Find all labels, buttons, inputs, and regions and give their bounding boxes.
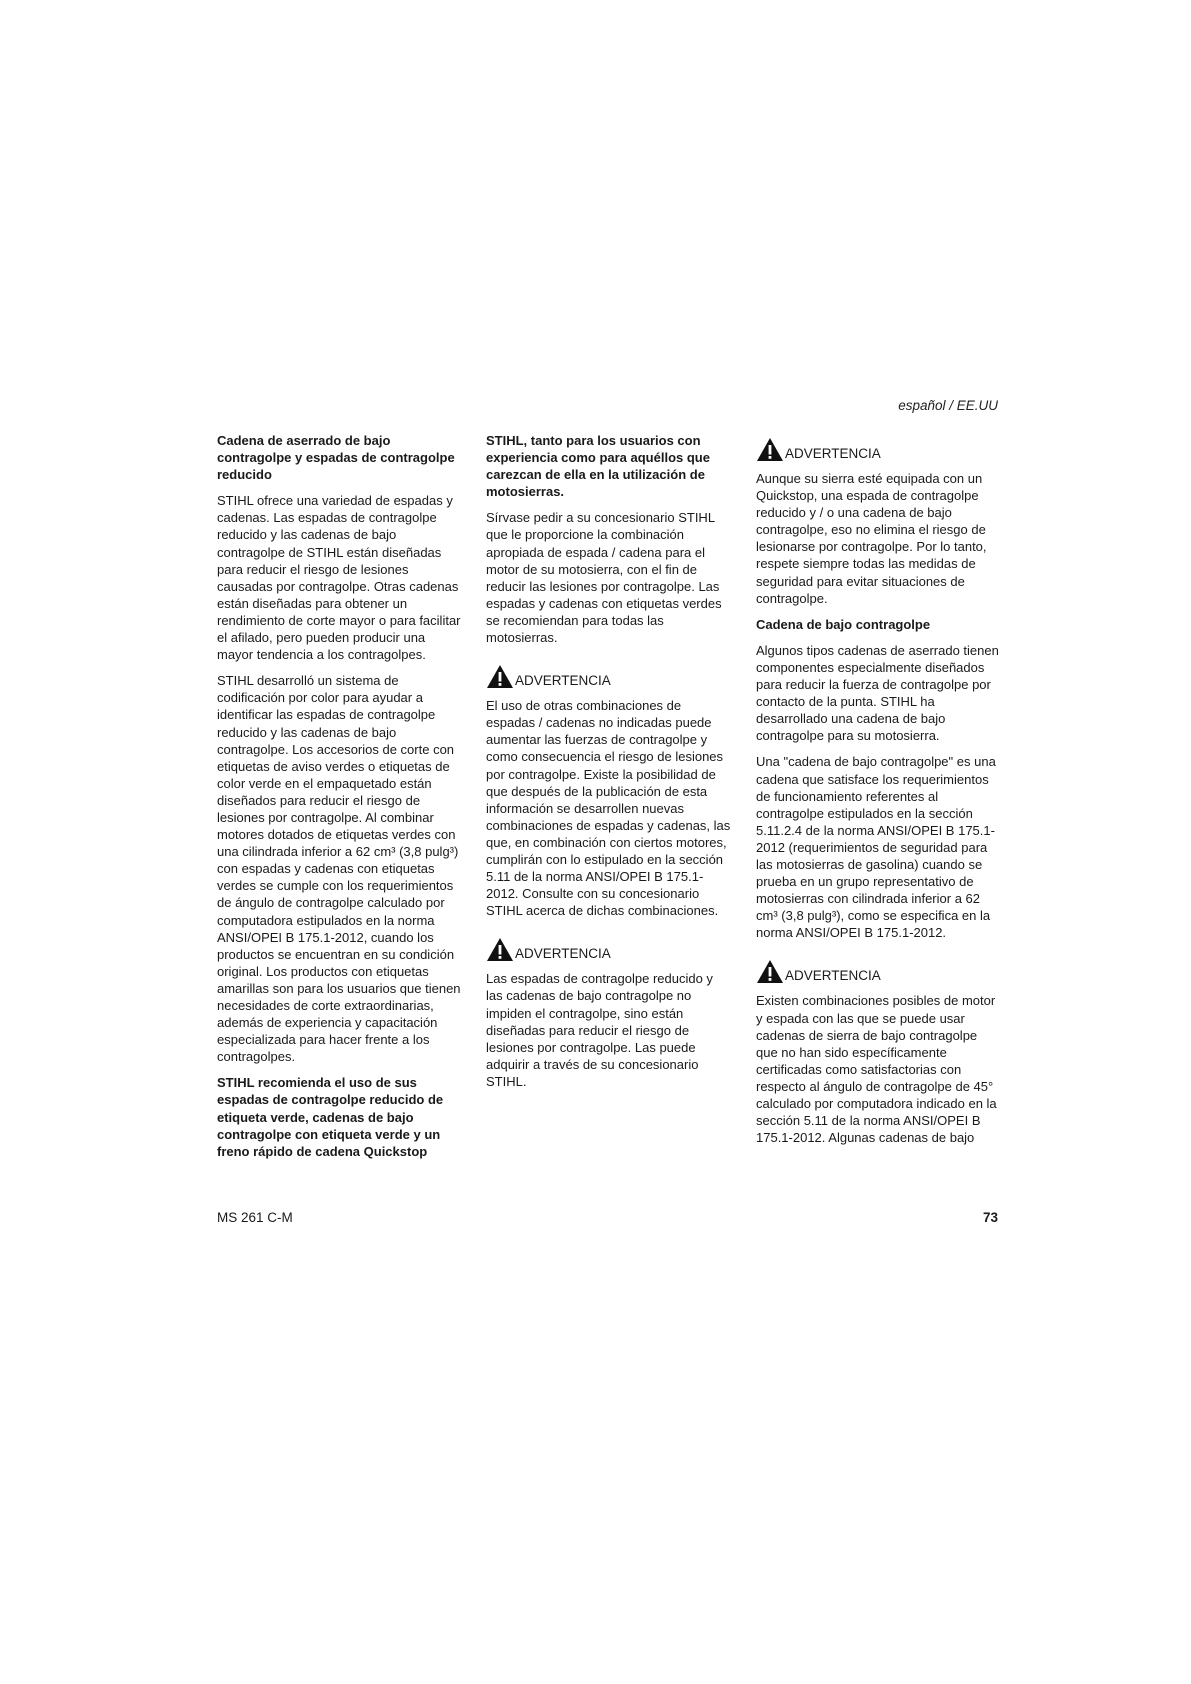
warning-triangle-icon [756,959,784,984]
text-column-1 [217,432,463,1169]
footer-page-number: 73 [982,1210,998,1225]
paragraph: Una "cadena de bajo contragolpe" es una cadena que satisface los requerimientos de funcionamiento referentes al contragolpe estipulados en la sección 5.11.2.4 de la norma ANSI/OPEI B 175.1-2012 (requerimientos de seguridad para las motosierras de gasolina) cuando se prueba en un grupo representativo de motosierras con cilindrada inferior a 62 cm³ (3,8 pulg³), como se especifica en la norma ANSI/OPEI B 175.1-2012. [756,754,996,941]
text-column-2 [486,432,732,1099]
warning-triangle-icon [486,664,514,689]
paragraph: STIHL ofrece una variedad de espadas y cadenas. Las espadas de contragolpe reducido y las cadenas de bajo contragolpe de STIHL están diseñadas para reducir el riesgo de lesiones causadas por contragolpe. Otras cadenas están diseñadas para obtener un rendimiento de corte mayor o para facilitar el afilado, pero pueden producir una mayor tendencia a los contragolpes. [217,493,461,663]
section-heading: Cadena de aserrado de bajo contragolpe y espadas de contragolpe reducido [217,433,455,483]
section-heading: STIHL recomienda el uso de sus espadas de contragolpe reducido de etiqueta verde, cadenas de bajo contragolpe con etiqueta verde y un freno rápido de cadena Quickstop [217,1075,444,1159]
paragraph: Algunos tipos cadenas de aserrado tienen componentes especialmente diseñados para reducir la fuerza de contragolpe por contacto de la punta. STIHL ha desarrollado una cadena de bajo contragolpe para su motosierra. [756,642,999,744]
footer-model-name: MS 261 C-M [217,1210,293,1225]
language-header: español / EE.UU [898,398,998,413]
warning-label: ADVERTENCIA [515,946,611,962]
warning-label: ADVERTENCIA [785,968,881,984]
warning-label: ADVERTENCIA [785,446,881,461]
paragraph: El uso de otras combinaciones de espadas / cadenas no indicadas puede aumentar las fuerzas de contragolpe y como consecuencia el riesgo de lesiones por contragolpe. Existe la posibilidad de que después de la publicación de esta información se desarrollen nuevas combinaciones de espadas y cadenas, las que, en combinación con ciertos motores, cumplirán con lo estipulado en la sección 5.11 de la norma ANSI/OPEI B 175.1-2012. Consulte con su concesionario STIHL acerca de dichas combinaciones. [486,698,731,919]
paragraph: Aunque su sierra esté equipada con un Quickstop, una espada de contragolpe reducido y / o una cadena de bajo contragolpe, eso no elimina el riesgo de lesionarse por contragolpe. Por lo tanto, respete siempre todas las medidas de seguridad para evitar situaciones de contragolpe. [756,471,987,606]
warning-label: ADVERTENCIA [515,673,611,689]
warning-triangle-icon [756,437,784,462]
warning-triangle-icon [486,937,514,962]
paragraph: Sírvase pedir a su concesionario STIHL que le proporcione la combinación apropiada de espada / cadena para el motor de su motosierra, con el fin de reducir las lesiones por contragolpe. Las espadas y cadenas con etiquetas verdes se recomiendan para todas las motosierras. [486,510,722,646]
warning-box [486,937,732,962]
warning-box [756,437,1002,462]
text-column-3 [756,437,1002,1155]
paragraph: Existen combinaciones posibles de motor y espada con las que se puede usar cadenas de sierra de bajo contragolpe que no han sido específicamente certificadas como satisfactorias con respecto al ángulo de contragolpe de 45° calculado por computadora indicado en la sección 5.11 de la norma ANSI/OPEI B 175.1-2012. Algunas cadenas de bajo [756,993,997,1146]
warning-box [756,959,1002,984]
warning-box [486,664,732,689]
section-heading: STIHL, tanto para los usuarios con experiencia como para aquéllos que carezcan de ella en la utilización de motosierras. [486,433,710,500]
paragraph: Las espadas de contragolpe reducido y las cadenas de bajo contragolpe no impiden el contragolpe, sino están diseñadas para reducir el riesgo de lesiones por contragolpe. Las puede adquirir a través de su concesionario STIHL. [486,971,713,1089]
section-heading: Cadena de bajo contragolpe [756,616,931,632]
paragraph: STIHL desarrolló un sistema de codificación por color para ayudar a identificar las espadas de contragolpe reducido y las cadenas de bajo contragolpe. Los accesorios de corte con etiquetas de aviso verdes o etiquetas de color verde en el empaquetado están diseñados para reducir el riesgo de lesiones por contragolpe. Al combinar motores dotados de etiquetas verdes con una cilindrada inferior a 62 cm³ (3,8 pulg³) con espadas y cadenas con etiquetas verdes se cumple con los requerimientos de ángulo de contragolpe calculado por computadora estipulados en la norma ANSI/OPEI B 175.1-2012, cuando los productos se encuentran en su condición original. Los productos con etiquetas amarillas son para los usuarios que tienen necesidades de corte extraordinarias, además de experiencia y capacitación especializada para hacer frente a los contragolpes. [217,673,461,1065]
